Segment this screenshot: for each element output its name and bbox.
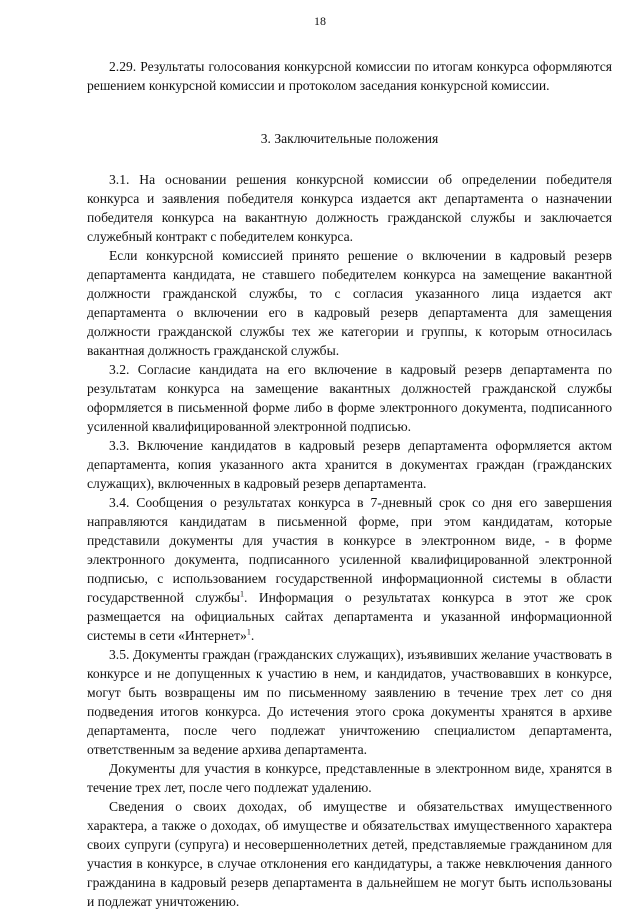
- paragraph-3-1: 3.1. На основании решения конкурсной комиссии об определении победителя конкурса и заявления победителя конкурса издается акт департамента о назначении победителя конкурса на вакантную должность гражданской службы и заключается служебный контракт с победителем конкурса.: [87, 172, 612, 244]
- footnote-ref-2: 1: [246, 627, 251, 637]
- paragraph-3-5: 3.5. Документы граждан (гражданских служащих), изъявивших желание участвовать в конкурсе и не допущенных к участию в нем, и кандидатов, участвовавших в конкурсе, могут быть возвращены им по письменному заявлению в течение трех лет со дня подведения итогов конкурса. До истечения этого срока документы хранятся в архиве департамента, после чего подлежат уничтожению специалистом департамента, ответственным за ведение архива департамента.: [87, 647, 612, 757]
- page-number: 18: [314, 14, 326, 28]
- document-body: [87, 57, 612, 911]
- paragraph-3-1-reserve: Если конкурсной комиссией принято решение о включении в кадровый резерв департамента кандидата, не ставшего победителем конкурса на замещение вакантной должности гражданской службы, то с согласия указанного лица издается акт департамента о включении его в кадровый резерв департамента для замещения должности гражданской службы тех же категории и группы, к которым относилась вакантная должность гражданской службы.: [87, 248, 612, 358]
- paragraph-electronic-docs: Документы для участия в конкурсе, представленные в электронном виде, хранятся в течение трех лет, после чего подлежат удалению.: [87, 761, 612, 795]
- paragraph-3-4-text-3: .: [250, 628, 255, 643]
- paragraph-3-4-text-2: . Информация о результатах конкурса в этот же срок размещается на официальных сайтах департамента и указанной информационной системы в сети «Интернет»: [87, 590, 612, 643]
- paragraph-3-4-text-1: 3.4. Сообщения о результатах конкурса в 7-дневный срок со дня его завершения направляются кандидатам в письменной форме, при этом кандидатам, которые представили документы для участия в конкурсе в электронном виде, - в форме электронного документа, подписанного усиленной квалифицированной электронной подписью, с использованием государственной информационной системы в области государственной службы: [87, 495, 612, 605]
- section-heading: 3. Заключительные положения: [260, 131, 439, 146]
- paragraph-3-4: [87, 493, 612, 645]
- paragraph-3-3: 3.3. Включение кандидатов в кадровый резерв департамента оформляется актом департамента, копия указанного акта хранится в документах граждан (гражданских служащих), включенных в кадровый резерв департамента.: [87, 438, 612, 491]
- footnote-ref-1: 1: [240, 589, 245, 599]
- paragraph-income-info: Сведения о своих доходах, об имуществе и обязательствах имущественного характера, а также о доходах, об имуществе и обязательствах имущественного характера своих супруги (супруга) и несовершеннолетних детей, представляемые гражданином для участия в конкурсе, в случае отклонения его кандидатуры, а также невключения данного гражданина в кадровый резерв департамента в дальнейшем не могут быть использованы и подлежат уничтожению.: [87, 799, 612, 909]
- paragraph-3-2: 3.2. Согласие кандидата на его включение в кадровый резерв департамента по результатам конкурса на замещение вакантных должностей гражданской службы оформляется в письменной форме либо в форме электронного документа, подписанного усиленной квалифицированной электронной подписью.: [87, 362, 612, 434]
- paragraph-2-29: 2.29. Результаты голосования конкурсной комиссии по итогам конкурса оформляются решением конкурсной комиссии и протоколом заседания конкурсной комиссии.: [87, 59, 612, 93]
